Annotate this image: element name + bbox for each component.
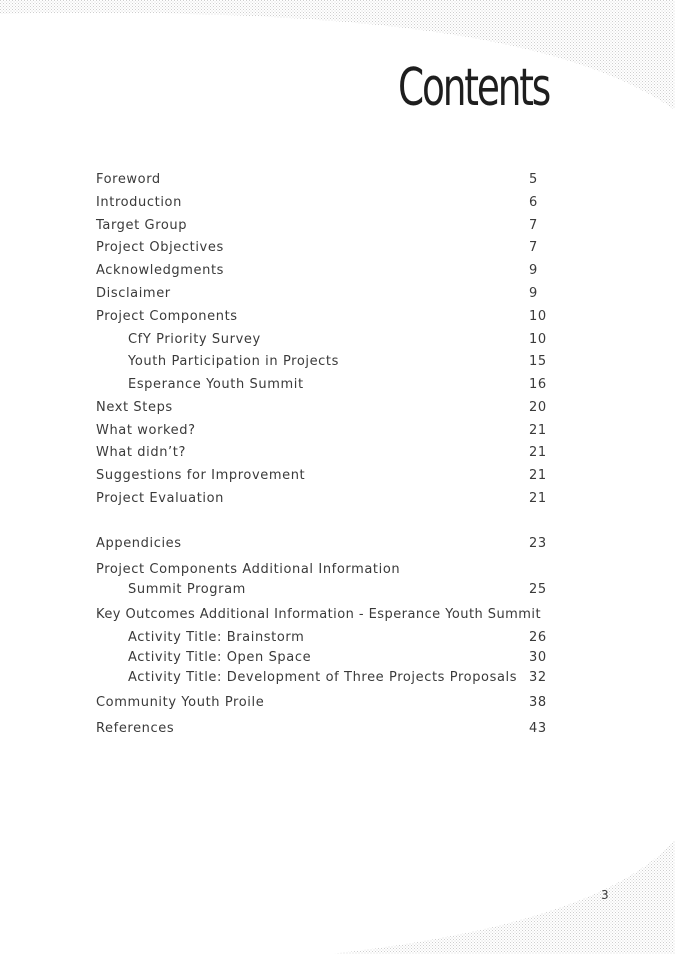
toc-subentry[interactable] (96, 628, 548, 648)
toc-label: Project Evaluation (96, 491, 225, 506)
toc-page: 7 (529, 240, 538, 255)
toc-label: Appendicies (96, 536, 182, 551)
toc-entry[interactable] (96, 238, 548, 258)
toc-page: 25 (529, 582, 547, 597)
page-title: Contents (398, 58, 550, 118)
toc-entry[interactable] (96, 398, 548, 418)
toc-page: 21 (529, 491, 547, 506)
toc-label: CfY Priority Survey (128, 332, 261, 347)
page-number: 3 (601, 888, 609, 902)
toc-page: 30 (529, 650, 547, 665)
toc-page: 23 (529, 536, 547, 551)
toc-label: Youth Participation in Projects (128, 354, 339, 369)
toc-subentry[interactable] (96, 330, 548, 350)
toc-label: Next Steps (96, 400, 173, 415)
toc-subentry[interactable] (96, 580, 548, 600)
toc-subentry[interactable] (96, 668, 548, 688)
toc-entry[interactable] (96, 193, 548, 213)
toc-entry[interactable] (96, 693, 548, 713)
toc-page: 5 (529, 172, 538, 187)
toc-label: Key Outcomes Additional Information - Esperance Youth Summit (96, 607, 542, 622)
toc-page: 6 (529, 195, 538, 210)
toc-label: Project Components (96, 309, 238, 324)
toc-page: 9 (529, 263, 538, 278)
toc-label: Foreword (96, 172, 161, 187)
toc-label: Disclaimer (96, 286, 171, 301)
toc-page: 21 (529, 468, 547, 483)
toc-page: 15 (529, 354, 547, 369)
toc-entry[interactable] (96, 216, 548, 236)
toc-page: 20 (529, 400, 547, 415)
toc-label: Introduction (96, 195, 182, 210)
toc-entry[interactable] (96, 534, 548, 554)
toc-label: Summit Program (128, 582, 246, 597)
toc-label: Activity Title: Open Space (128, 650, 312, 665)
toc-label: What didn’t? (96, 445, 186, 460)
toc-subentry[interactable] (96, 375, 548, 395)
toc-page: 16 (529, 377, 547, 392)
toc-entry[interactable] (96, 719, 548, 739)
toc-label: Suggestions for Improvement (96, 468, 306, 483)
toc-label: Project Objectives (96, 240, 224, 255)
toc-label: Project Components Additional Information (96, 562, 401, 577)
toc-entry[interactable] (96, 307, 548, 327)
toc-subentry[interactable] (96, 352, 548, 372)
toc-label: References (96, 721, 175, 736)
toc-entry[interactable] (96, 443, 548, 463)
toc-page: 32 (529, 670, 547, 685)
toc-entry[interactable] (96, 605, 548, 625)
toc-page: 21 (529, 423, 547, 438)
toc-entry[interactable] (96, 421, 548, 441)
toc-page: 7 (529, 218, 538, 233)
toc-entry[interactable] (96, 261, 548, 281)
toc-page: 9 (529, 286, 538, 301)
toc-label: Community Youth Proile (96, 695, 265, 710)
toc-label: Target Group (96, 218, 188, 233)
toc-page: 43 (529, 721, 547, 736)
toc-label: Acknowledgments (96, 263, 225, 278)
toc-label: What worked? (96, 423, 196, 438)
toc-subentry[interactable] (96, 648, 548, 668)
toc-entry[interactable] (96, 560, 548, 580)
toc-label: Esperance Youth Summit (128, 377, 304, 392)
toc-label: Activity Title: Brainstorm (128, 630, 305, 645)
toc-page: 38 (529, 695, 547, 710)
toc-page: 10 (529, 332, 547, 347)
toc-page: 10 (529, 309, 547, 324)
toc-page: 26 (529, 630, 547, 645)
toc-entry[interactable] (96, 466, 548, 486)
toc-entry[interactable] (96, 170, 548, 190)
toc-entry[interactable] (96, 284, 548, 304)
toc-page: 21 (529, 445, 547, 460)
toc-entry[interactable] (96, 489, 548, 509)
toc-label: Activity Title: Development of Three Projects Proposals (128, 670, 518, 685)
